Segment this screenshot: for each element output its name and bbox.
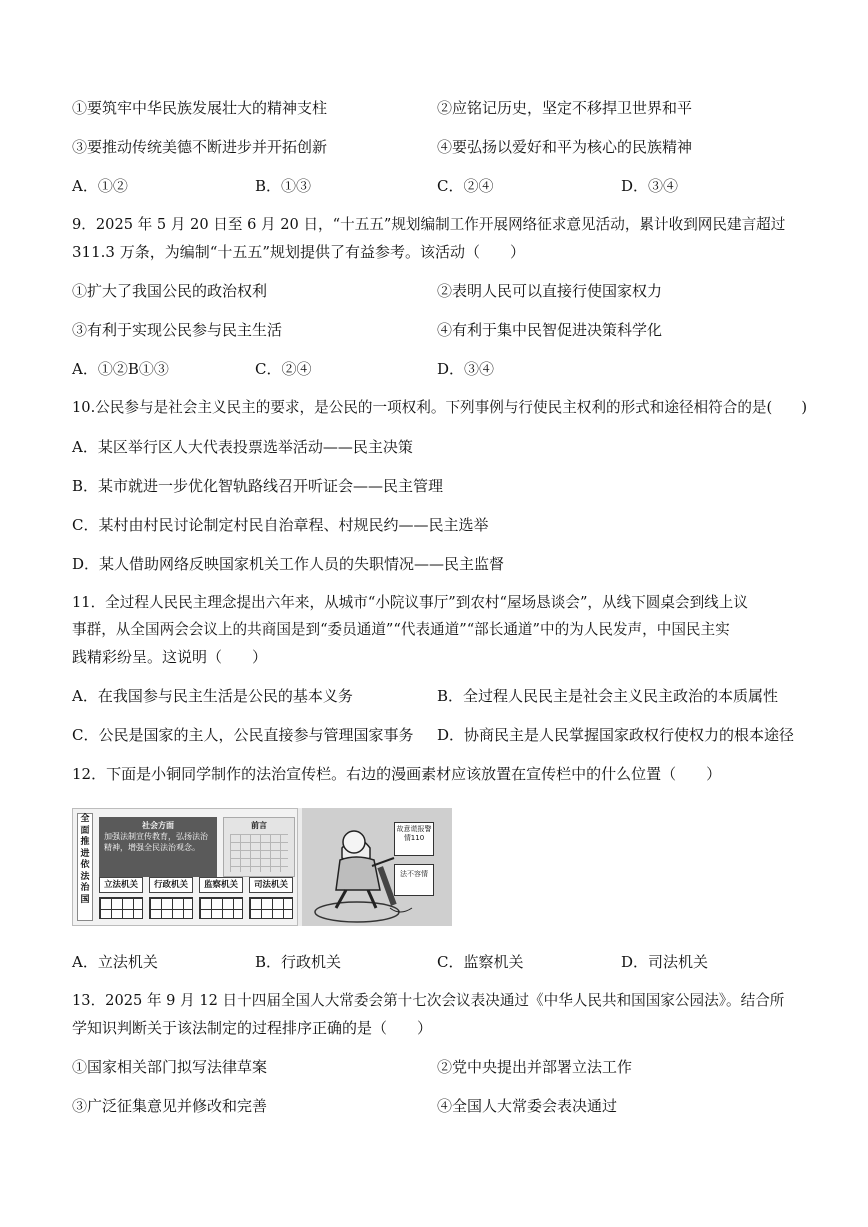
q9-option-4: ④有利于集中民智促进决策科学化	[437, 321, 663, 339]
q9-stem-line-1: 9．2025 年 5 月 20 日至 6 月 20 日，“十五五”规划编制工作开展网络征求意见活动，累计收到网民建言超过	[72, 216, 786, 233]
q10-stem: 10.公民参与是社会主义民主的要求，是公民的一项权利。下列事例与行使民主权利的形式和途径相符合的是( )	[72, 399, 808, 416]
social-section	[99, 817, 217, 877]
q13-stem-line-2: 学知识判断关于该法制定的过程排序正确的是（ ）	[72, 1019, 433, 1037]
preface-section	[223, 817, 295, 877]
q11-stem-line-2: 事群，从全国两会会议上的共商国是到“委员通道”“代表通道”“部长通道”中的为人民发声，中国民主实	[72, 621, 730, 638]
q9-stem-line-2: 311.3 万条，为编制“十五五”规划提供了有益参考。该活动（ ）	[72, 243, 526, 261]
preface-grid	[230, 834, 288, 872]
organ-label: 行政机关	[149, 877, 193, 893]
q9-choice-d: D．③④	[437, 360, 495, 378]
q13-option-2: ②党中央提出并部署立法工作	[437, 1058, 633, 1076]
organ-slots	[199, 897, 243, 919]
social-heading: 社会方面	[142, 821, 174, 830]
q13-option-4: ④全国人大常委会表决通过	[437, 1097, 618, 1115]
organ-slots	[249, 897, 293, 919]
q11-stem-line-1: 11．全过程人民民主理念提出六年来，从城市“小院议事厅”到农村“屋场恳谈会”，从线下圆桌会到线上议	[72, 594, 748, 611]
q13-option-3: ③广泛征集意见并修改和完善	[72, 1097, 268, 1115]
q8-choice-b: B．①③	[255, 177, 312, 195]
q12-choice-d: D．司法机关	[621, 953, 709, 971]
q13-stem-line-1: 13．2025 年 9 月 12 日十四届全国人大常委会第十七次会议表决通过《中华人民共和国国家公园法》。结合所	[72, 992, 785, 1009]
cartoon-panel	[302, 808, 452, 926]
q9-option-2: ②表明人民可以直接行使国家权力	[437, 282, 663, 300]
q9-choice-ab: A．①②B①③	[72, 360, 169, 378]
q8-choice-a: A．①②	[72, 177, 128, 195]
q8-choice-d: D．③④	[621, 177, 679, 195]
cartoon-sign-law: 法不容情	[394, 864, 434, 896]
q12-choice-a: A．立法机关	[72, 953, 158, 971]
propaganda-board	[72, 808, 298, 926]
organ-administrative	[149, 877, 195, 921]
q11-option-c: C．公民是国家的主人，公民直接参与管理国家事务	[72, 726, 414, 744]
q10-option-a: A．某区举行区人大代表投票选举活动——民主决策	[72, 438, 413, 456]
organ-judicial	[249, 877, 295, 921]
q11-option-d: D．协商民主是人民掌握国家政权行使权力的根本途径	[437, 726, 795, 744]
q12-choice-b: B．行政机关	[255, 953, 342, 971]
q8-option-2: ②应铭记历史，坚定不移捍卫世界和平	[437, 99, 693, 117]
q9-choice-c: C．②④	[255, 360, 312, 378]
preface-heading: 前言	[251, 821, 267, 830]
q8-choice-c: C．②④	[437, 177, 494, 195]
q11-stem-line-3: 践精彩纷呈。这说明（ ）	[72, 648, 268, 666]
cartoon-sign-false-alarm: 故意谎报警情110	[394, 822, 434, 856]
organ-slots	[99, 897, 143, 919]
q10-option-b: B．某市就进一步优化智轨路线召开听证会——民主管理	[72, 477, 444, 495]
organ-label: 立法机关	[99, 877, 143, 893]
q11-option-a: A．在我国参与民主生活是公民的基本义务	[72, 687, 353, 705]
q8-option-3: ③要推动传统美德不断进步并开拓创新	[72, 138, 328, 156]
q12-figure	[72, 808, 452, 926]
q10-option-c: C．某村由村民讨论制定村民自治章程、村规民约——民主选举	[72, 516, 489, 534]
q13-option-1: ①国家相关部门拟写法律草案	[72, 1058, 268, 1076]
organ-slots	[149, 897, 193, 919]
q12-stem: 12．下面是小铜同学制作的法治宣传栏。右边的漫画素材应该放置在宣传栏中的什么位置（ ）	[72, 765, 722, 783]
q9-option-1: ①扩大了我国公民的政治权利	[72, 282, 268, 300]
q9-option-3: ③有利于实现公民参与民主生活	[72, 321, 283, 339]
board-title: 全面推进依法治国	[77, 813, 93, 921]
organ-label: 司法机关	[249, 877, 293, 893]
q12-choice-c: C．监察机关	[437, 953, 524, 971]
q11-option-b: B．全过程人民民主是社会主义民主政治的本质属性	[437, 687, 779, 705]
organ-legislative	[99, 877, 145, 921]
q8-option-1: ①要筑牢中华民族发展壮大的精神支柱	[72, 99, 328, 117]
q8-option-4: ④要弘扬以爱好和平为核心的民族精神	[437, 138, 693, 156]
organ-supervisory	[199, 877, 245, 921]
organ-label: 监察机关	[199, 877, 243, 893]
q10-option-d: D．某人借助网络反映国家机关工作人员的失职情况——民主监督	[72, 555, 505, 573]
social-text: 加强法制宣传教育，弘扬法治精神，增强全民法治观念。	[104, 832, 208, 852]
